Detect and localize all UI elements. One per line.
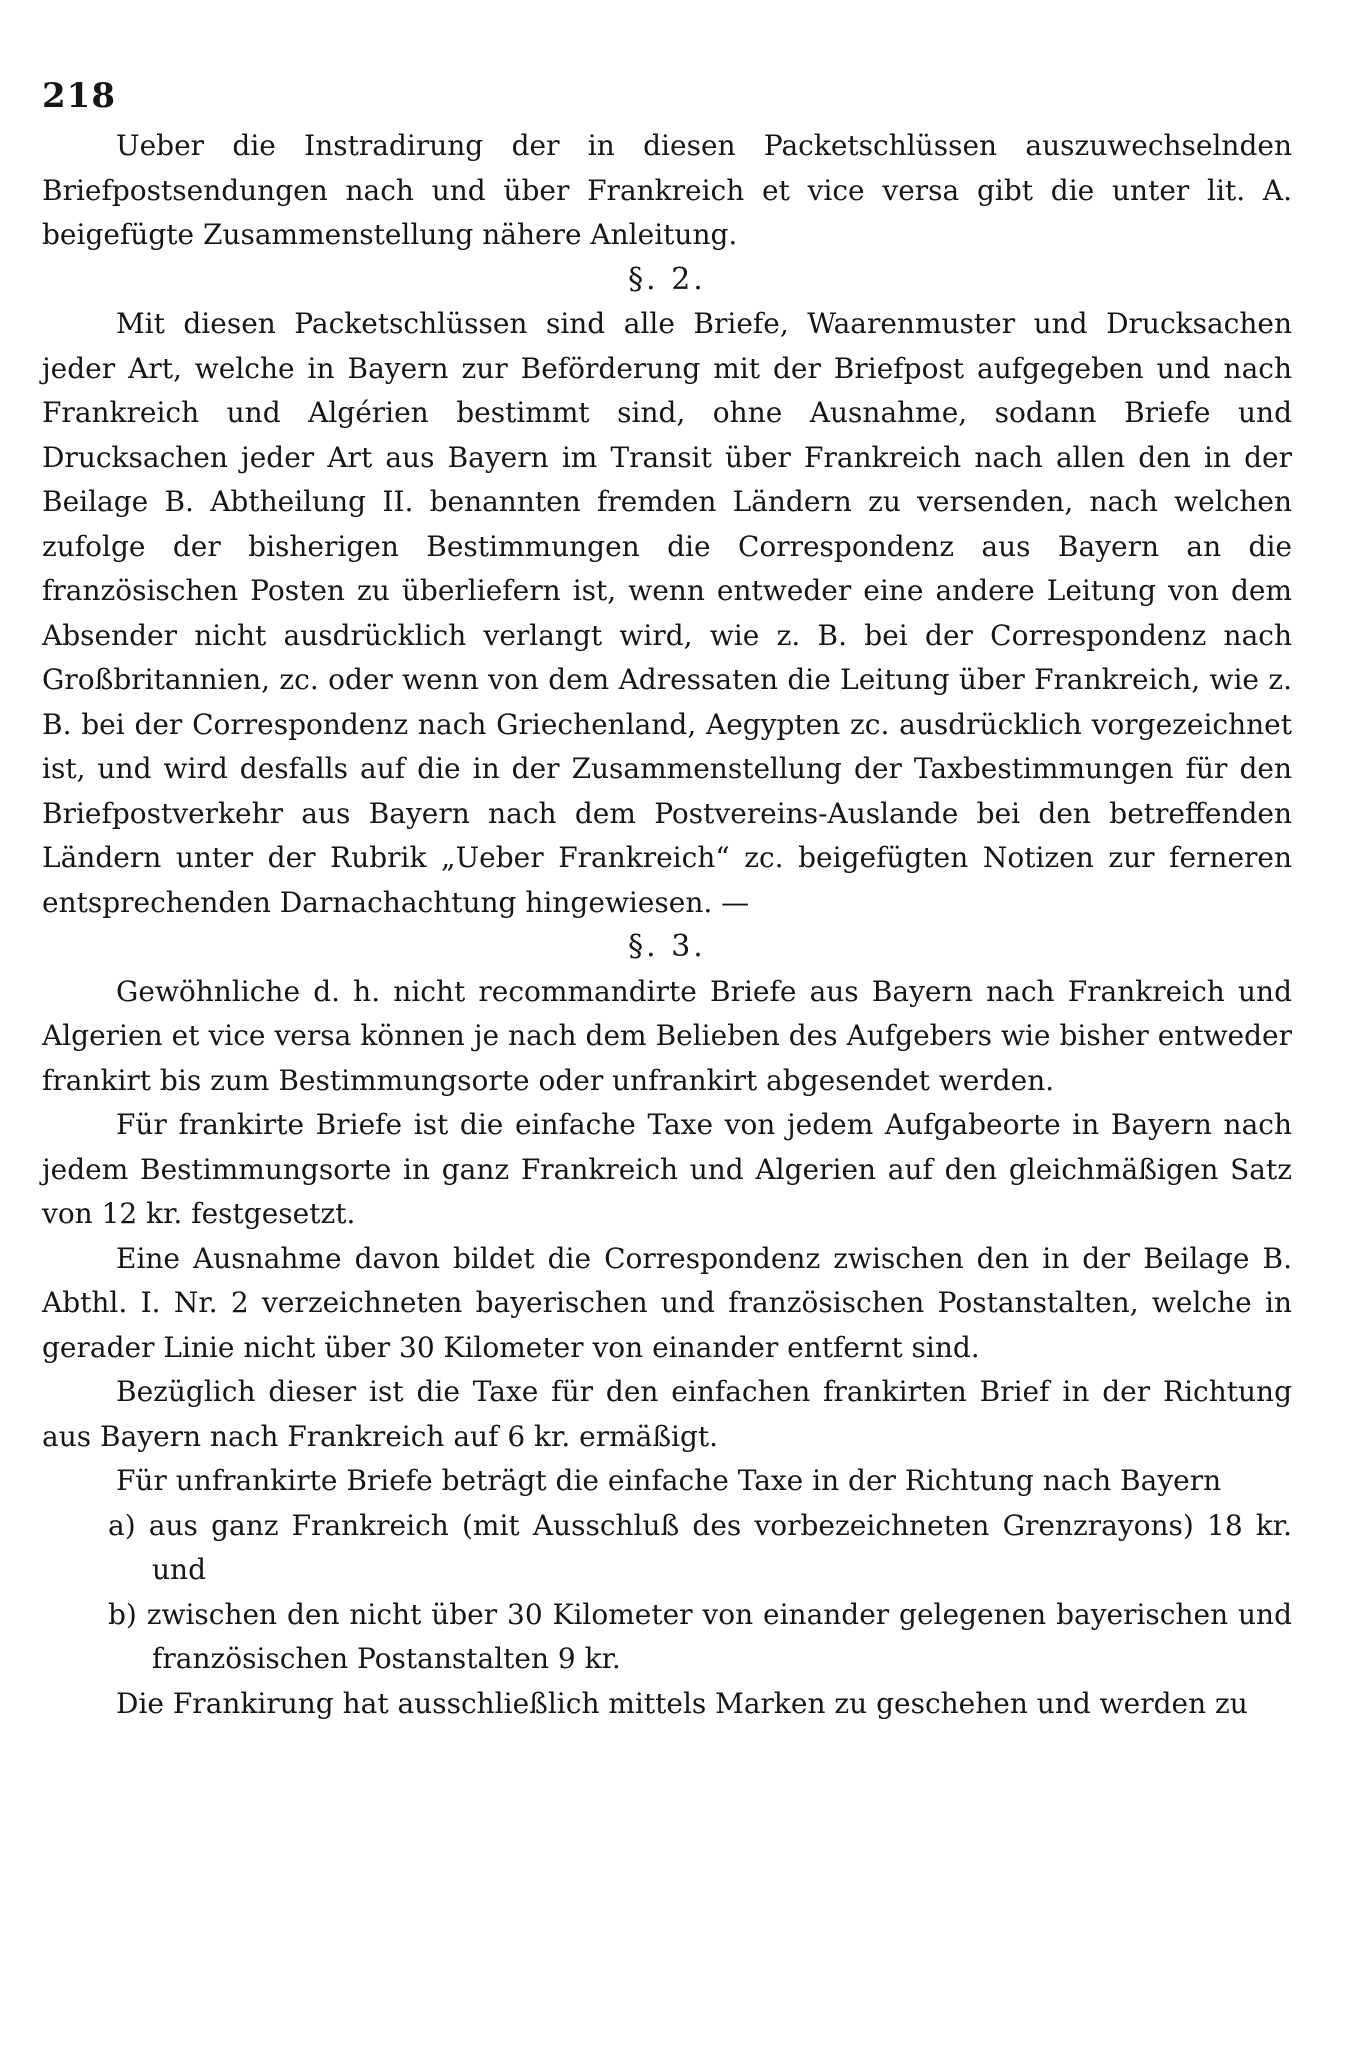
- section-heading-2: §. 2.: [628, 261, 706, 297]
- paragraph-instradirung: Ueber die Instradirung der in diesen Packetschlüssen auszuwechselnden Briefpostsendungen nach und über Frankreich et vice versa gibt die unter lit. A. beigefügte Zusammenstellung nähere Anleitung.: [42, 129, 1292, 251]
- list-item-a: a) aus ganz Frankreich (mit Ausschluß des vorbezeichneten Grenzrayons) 18 kr. und: [108, 1508, 1292, 1586]
- paragraph-gewoehnliche-briefe: Gewöhnliche d. h. nicht recommandirte Briefe aus Bayern nach Frankreich und Algerien et vice versa können je nach dem Belieben des Aufgebers wie bisher entweder frankirt bis zum Bestimmungsorte oder unfrankirt abgesendet werden.: [42, 974, 1292, 1097]
- paragraph-frankirung: Die Frankirung hat ausschließlich mittels Marken zu geschehen und werden zu: [116, 1686, 1248, 1720]
- paragraph-ausnahme: Eine Ausnahme davon bildet die Correspondenz zwischen den in der Beilage B. Abthl. I. Nr. 2 verzeichneten bayerischen und französischen Postanstalten, welche in gerader Linie nicht über 30 Kilometer von einander entfernt sind.: [42, 1241, 1292, 1364]
- paragraph-frankirte-briefe: Für frankirte Briefe ist die einfache Taxe von jedem Aufgabeorte in Bayern nach jedem Bestimmungsorte in ganz Frankreich und Algerien auf den gleichmäßigen Satz von 12 kr. festgesetzt.: [42, 1108, 1292, 1230]
- paragraph-packetschluesse: Mit diesen Packetschlüssen sind alle Briefe, Waarenmuster und Drucksachen jeder Art, welche in Bayern zur Beförderung mit der Briefpost aufgegeben und nach Frankreich und Algérien bestimmt sind, ohne Ausnahme, sodann Briefe und Drucksachen jeder Art aus Bayern im Transit über Frankreich nach allen den in der Beilage B. Abtheilung II. benannten fremden Ländern zu versenden, nach welchen zufolge der bisherigen Bestimmungen die Correspondenz aus Bayern an die französischen Posten zu überliefern ist, wenn entweder eine andere Leitung von dem Absender nicht ausdrücklich verlangt wird, wie z. B. bei der Correspondenz nach Großbritannien, zc. oder wenn von dem Adressaten die Leitung über Frankreich, wie z. B. bei der Correspondenz nach Griechenland, Aegypten zc. ausdrücklich vorgezeichnet ist, und wird desfalls auf die in der Zusammenstellung der Taxbestimmungen für den Briefpostverkehr aus Bayern nach dem Postvereins-Auslande bei den betreffenden Ländern unter der Rubrik „Ueber Frankreich“ zc. beigefügten Notizen zur ferneren entsprechenden Darnachachtung hingewiesen. —: [42, 307, 1292, 919]
- paragraph-bezueglich: Bezüglich dieser ist die Taxe für den einfachen frankirten Brief in der Richtung aus Bayern nach Frankreich auf 6 kr. ermäßigt.: [42, 1375, 1292, 1453]
- list-item-b: b) zwischen den nicht über 30 Kilometer von einander gelegenen bayerischen und französischen Postanstalten 9 kr.: [108, 1597, 1292, 1675]
- section-heading-3: §. 3.: [628, 929, 706, 964]
- page-number: 218: [42, 76, 116, 116]
- text-body: [42, 124, 1292, 1726]
- paragraph-unfrankirte-briefe: Für unfrankirte Briefe beträgt die einfache Taxe in der Richtung nach Bayern: [116, 1464, 1222, 1497]
